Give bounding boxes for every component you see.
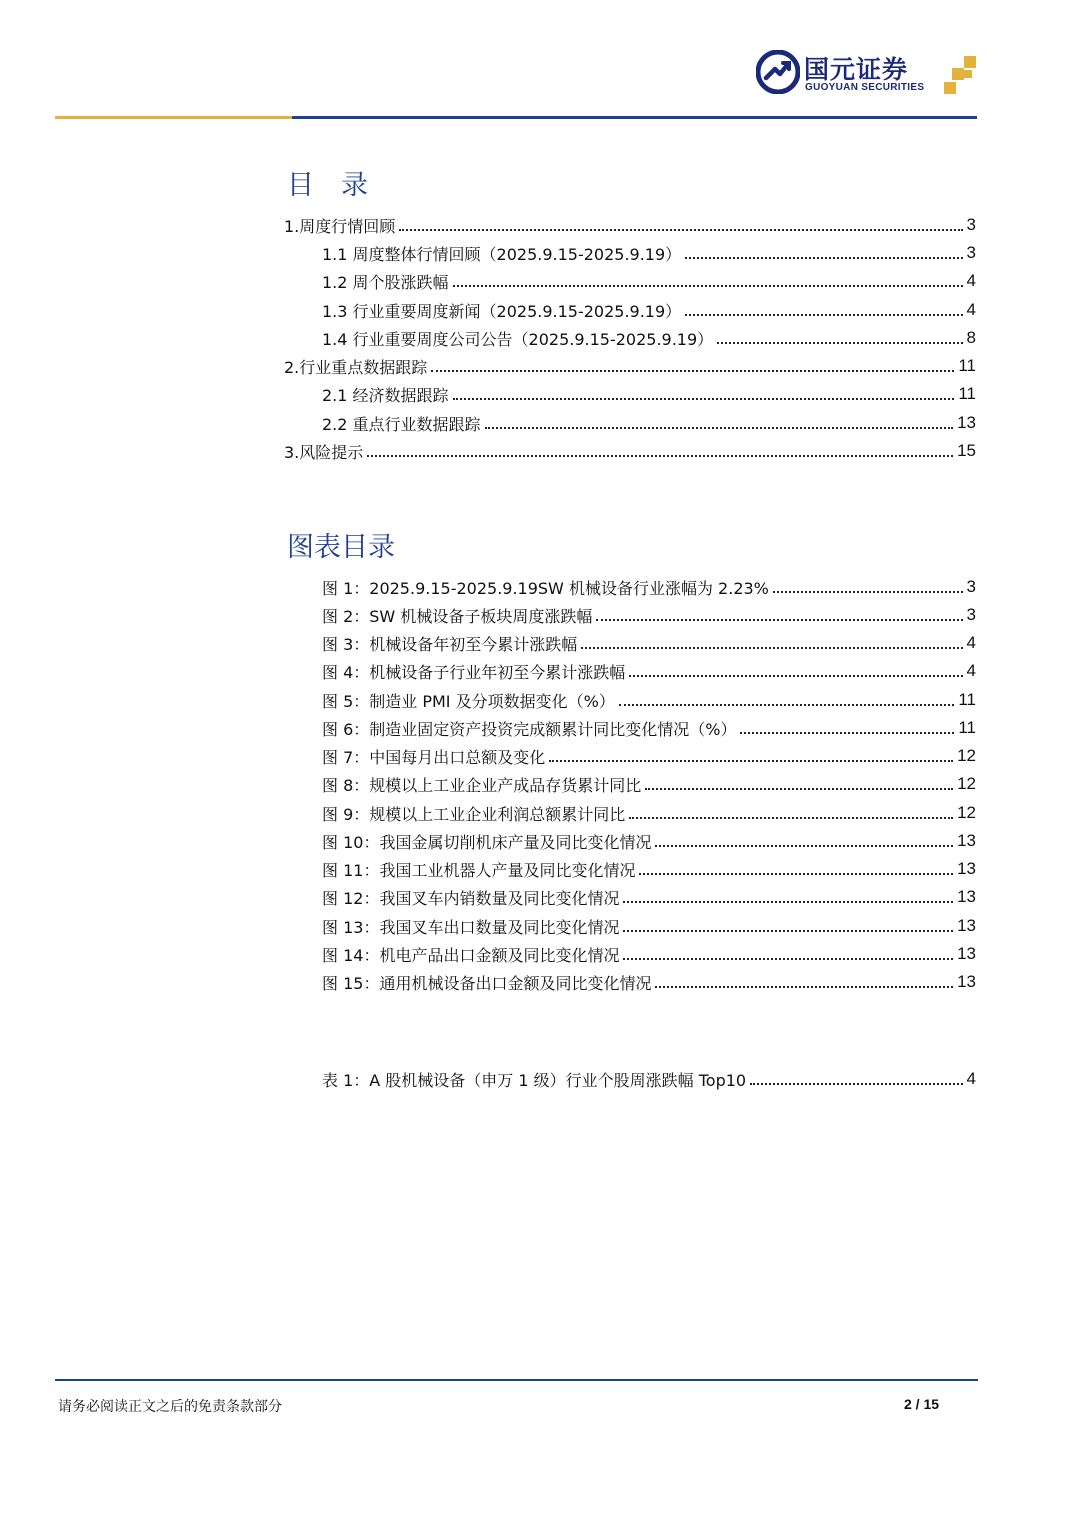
toc-entry-label: 2.1 经济数据跟踪: [322, 385, 449, 405]
toc-entry[interactable]: [322, 380, 976, 408]
dot-leader: [453, 398, 955, 400]
figure-entry-label: 图 3：机械设备年初至今累计涨跌幅: [322, 634, 578, 654]
figure-entry-label: 图 2：SW 机械设备子板块周度涨跌幅: [322, 606, 593, 626]
figure-entry-page: 13: [957, 916, 976, 935]
toc-entry-label: 1.3 行业重要周度新闻（2025.9.15-2025.9.19）: [322, 301, 682, 321]
figure-entry[interactable]: [322, 686, 976, 714]
figure-entry[interactable]: [322, 940, 976, 968]
toc-entry[interactable]: [284, 437, 976, 465]
figure-entry[interactable]: [322, 770, 976, 798]
dot-leader: [596, 619, 962, 621]
toc-entry-page: 4: [966, 300, 976, 319]
table-entry[interactable]: [322, 1065, 976, 1093]
toc-entry-label: 1.1 周度整体行情回顾（2025.9.15-2025.9.19）: [322, 244, 682, 264]
dot-leader: [453, 285, 963, 287]
dot-leader: [629, 817, 953, 819]
dot-leader: [581, 647, 962, 649]
figure-entry-page: 13: [957, 859, 976, 878]
figure-entry-label: 图 13：我国叉车出口数量及同比变化情况: [322, 917, 620, 937]
dot-leader: [740, 732, 954, 734]
figure-entry-page: 12: [957, 803, 976, 822]
figure-entry-label: 图 4：机械设备子行业年初至今累计涨跌幅: [322, 662, 626, 682]
toc-entry-label: 1.4 行业重要周度公司公告（2025.9.15-2025.9.19）: [322, 329, 714, 349]
dot-leader: [367, 455, 953, 457]
figure-entry-label: 图 6：制造业固定资产投资完成额累计同比变化情况（%）: [322, 719, 737, 739]
figure-entry-page: 12: [957, 746, 976, 765]
figure-entry[interactable]: [322, 855, 976, 883]
figure-entry-label: 图 10：我国金属切削机床产量及同比变化情况: [322, 832, 652, 852]
figure-entry[interactable]: [322, 883, 976, 911]
dot-leader: [750, 1083, 962, 1085]
toc-entry[interactable]: [322, 267, 976, 295]
figure-entry[interactable]: [322, 714, 976, 742]
toc-entry-page: 3: [966, 243, 976, 262]
dot-leader: [399, 229, 962, 231]
toc-entry-page: 3: [966, 215, 976, 234]
toc-entry-label: 2.2 重点行业数据跟踪: [322, 414, 481, 434]
header-rule-gold: [55, 116, 292, 119]
figure-entry-page: 13: [957, 831, 976, 850]
figure-entry-page: 11: [958, 718, 976, 737]
toc-entry-page: 13: [957, 413, 976, 432]
dot-leader: [549, 760, 953, 762]
dot-leader: [623, 958, 953, 960]
dot-leader: [773, 591, 963, 593]
figure-entry[interactable]: [322, 601, 976, 629]
toc-entry-page: 15: [957, 441, 976, 460]
toc-entry[interactable]: [322, 409, 976, 437]
figure-entry-page: 4: [966, 633, 976, 652]
dot-leader: [717, 342, 962, 344]
figure-entry-label: 图 8：规模以上工业企业产成品存货累计同比: [322, 775, 642, 795]
figure-entry[interactable]: [322, 742, 976, 770]
table-entry-label: 表 1：A 股机械设备（申万 1 级）行业个股周涨跌幅 Top10: [322, 1070, 747, 1090]
figure-entry-label: 图 14：机电产品出口金额及同比变化情况: [322, 945, 620, 965]
dot-leader: [685, 257, 962, 259]
figure-entry-page: 3: [966, 577, 976, 596]
dot-leader: [619, 704, 955, 706]
figure-entry-page: 13: [957, 887, 976, 906]
figure-entry-page: 13: [957, 972, 976, 991]
dot-leader: [655, 845, 953, 847]
figure-entry[interactable]: [322, 573, 976, 601]
toc-entry-page: 11: [958, 356, 976, 375]
gold-squares-icon: [944, 56, 978, 94]
footer-page-number: 2 / 15: [904, 1396, 940, 1412]
figure-entry-page: 3: [966, 605, 976, 624]
company-logo: [756, 48, 982, 98]
figure-entry[interactable]: [322, 827, 976, 855]
figure-entry-page: 4: [966, 661, 976, 680]
footer-rule: [55, 1379, 978, 1381]
figure-entry-label: 图 7：中国每月出口总额及变化: [322, 747, 546, 767]
toc-entry-label: 2.行业重点数据跟踪: [284, 357, 428, 377]
guoyuan-logo-mark-icon: [756, 50, 800, 94]
figure-entry-page: 12: [957, 774, 976, 793]
figure-entry[interactable]: [322, 912, 976, 940]
dot-leader: [639, 873, 953, 875]
toc-entry[interactable]: [322, 296, 976, 324]
figure-entry[interactable]: [322, 657, 976, 685]
figure-entry-label: 图 9：规模以上工业企业利润总额累计同比: [322, 804, 626, 824]
figure-entry-label: 图 12：我国叉车内销数量及同比变化情况: [322, 888, 620, 908]
logo-english-name: GUOYUAN SECURITIES: [805, 82, 925, 93]
dot-leader: [431, 370, 954, 372]
toc-entry[interactable]: [322, 324, 976, 352]
toc-entry-page: 4: [966, 271, 976, 290]
toc-entry[interactable]: [322, 239, 976, 267]
figure-entry-page: 11: [958, 690, 976, 709]
figure-entry-label: 图 15：通用机械设备出口金额及同比变化情况: [322, 973, 652, 993]
footer-disclaimer: 请务必阅读正文之后的免责条款部分: [58, 1399, 282, 1415]
table-entry-page: 4: [966, 1069, 976, 1088]
figure-entry[interactable]: [322, 629, 976, 657]
dot-leader: [485, 427, 954, 429]
toc-entry[interactable]: [284, 211, 976, 239]
dot-leader: [629, 675, 962, 677]
figure-entry-label: 图 5：制造业 PMI 及分项数据变化（%）: [322, 691, 615, 711]
figure-entry-label: 图 11：我国工业机器人产量及同比变化情况: [322, 860, 636, 880]
figure-entry[interactable]: [322, 799, 976, 827]
toc-entry-page: 11: [958, 384, 976, 403]
toc-entry[interactable]: [284, 352, 976, 380]
toc-entry-label: 1.周度行情回顾: [284, 216, 396, 236]
toc-entry-label: 3.风险提示: [284, 442, 364, 462]
dot-leader: [623, 930, 953, 932]
figure-entry-page: 13: [957, 944, 976, 963]
toc-entry-label: 1.2 周个股涨跌幅: [322, 272, 449, 292]
figure-entry-label: 图 1：2025.9.15-2025.9.19SW 机械设备行业涨幅为 2.23%: [322, 578, 769, 598]
dot-leader: [685, 314, 962, 316]
logo-chinese-name: 国元证券: [804, 55, 909, 84]
toc-title: 目 录: [287, 170, 368, 201]
figures-title: 图表目录: [287, 532, 395, 563]
figure-entry[interactable]: [322, 968, 976, 996]
dot-leader: [623, 901, 953, 903]
dot-leader: [655, 986, 953, 988]
dot-leader: [645, 788, 953, 790]
header-rule-blue: [292, 116, 977, 119]
toc-entry-page: 8: [966, 328, 976, 347]
